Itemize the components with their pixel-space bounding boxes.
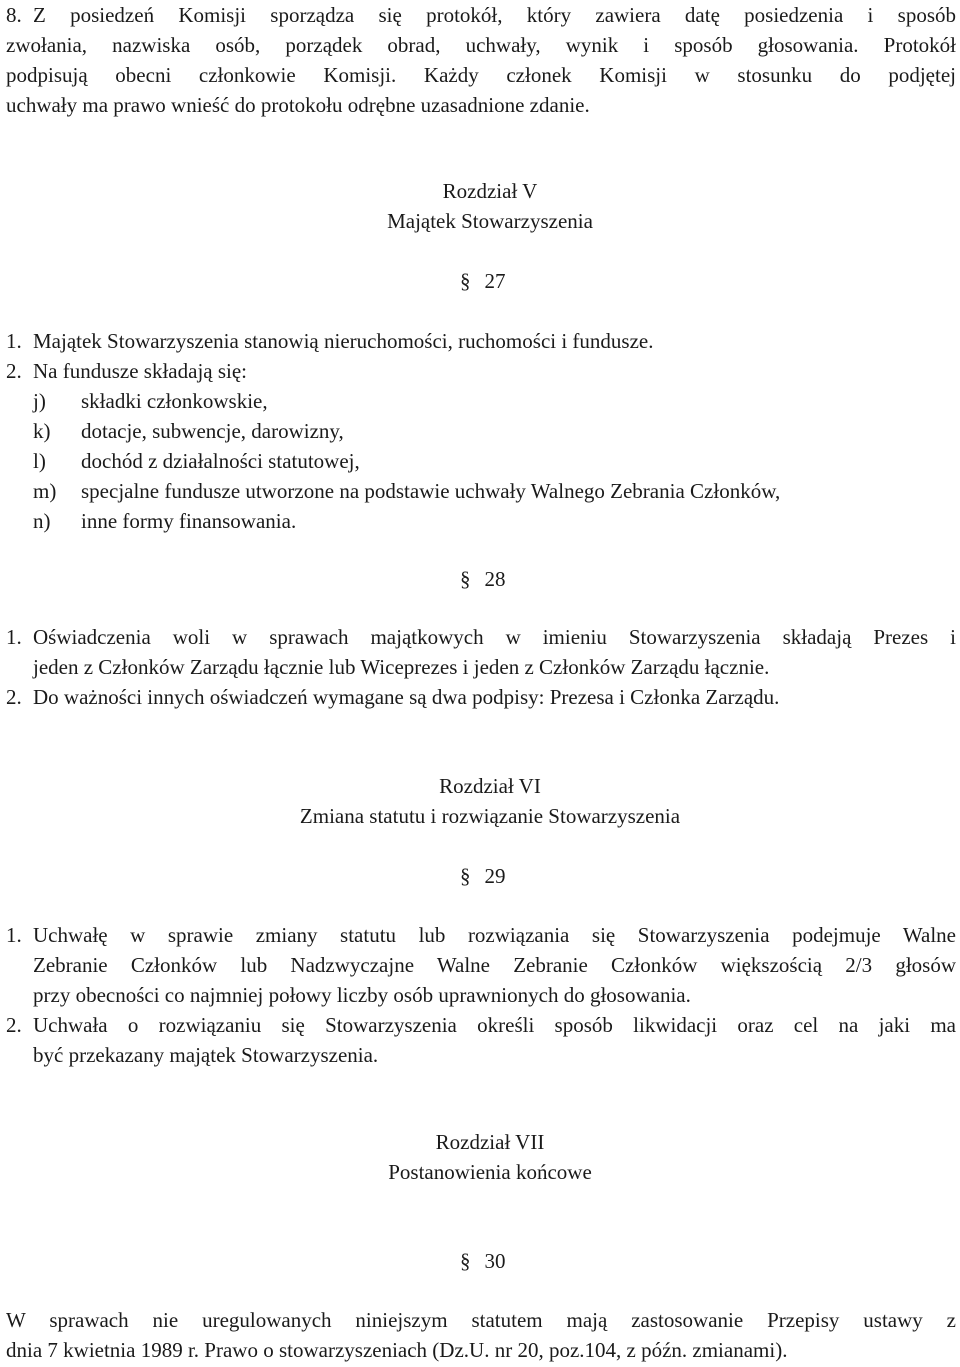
chapter-7-title: Postanowienia końcowe bbox=[388, 1160, 592, 1184]
sec28-point-1-line-1 bbox=[6, 622, 956, 652]
chapter-6-title: Zmiana statutu i rozwiązanie Stowarzyszenia bbox=[299, 804, 681, 828]
list-item-label: l) bbox=[33, 449, 46, 473]
sec28-point-2 bbox=[6, 682, 779, 712]
chapter-5-heading: Rozdział V bbox=[442, 179, 538, 203]
section-28-heading bbox=[460, 564, 506, 594]
chapter-5-title: Majątek Stowarzyszenia bbox=[387, 209, 593, 233]
sec29-point-2-line-2: być przekazany majątek Stowarzyszenia. bbox=[33, 1043, 379, 1067]
point-number: 1. bbox=[6, 329, 22, 353]
list-item-text: dochód z działalności statutowej, bbox=[81, 449, 360, 473]
list-item-text: dotacje, subwencje, darowizny, bbox=[81, 419, 344, 443]
list-item-label: k) bbox=[33, 419, 51, 443]
sec28-point-1-line-2: jeden z Członków Zarządu łącznie lub Wiceprezes i jeden z Członków Zarządu łącznie. bbox=[33, 655, 770, 679]
point-text: Oświadczenia woli w sprawach majątkowych w imieniu Stowarzyszenia składają Prezes i bbox=[33, 625, 956, 649]
section-sign: § bbox=[460, 567, 471, 591]
point-text: Na fundusze składają się: bbox=[33, 359, 248, 383]
point-number: 2. bbox=[6, 1013, 22, 1037]
list-item-label: m) bbox=[33, 479, 57, 503]
section-27-heading bbox=[460, 266, 506, 296]
list-item bbox=[33, 476, 780, 506]
section-number: 28 bbox=[484, 567, 506, 591]
point-number: 2. bbox=[6, 685, 22, 709]
list-item bbox=[33, 446, 360, 476]
point-text: Uchwałę w sprawie zmiany statutu lub rozwiązania się Stowarzyszenia podejmuje Walne bbox=[33, 923, 956, 947]
point-text: Do ważności innych oświadczeń wymagane są dwa podpisy: Prezesa i Członka Zarządu. bbox=[33, 685, 780, 709]
sec29-point-2-line-1 bbox=[6, 1010, 956, 1040]
chapter-7-heading: Rozdział VII bbox=[435, 1130, 545, 1154]
sec30-line-2: dnia 7 kwietnia 1989 r. Prawo o stowarzyszeniach (Dz.U. nr 20, poz.104, z późn. zmianami). bbox=[6, 1338, 788, 1362]
list-item bbox=[33, 506, 296, 536]
sec27-point-2 bbox=[6, 356, 247, 386]
section-29-heading bbox=[460, 861, 506, 891]
section-30-heading bbox=[460, 1246, 506, 1276]
sec29-point-1-line-1 bbox=[6, 920, 956, 950]
list-item-label: n) bbox=[33, 509, 51, 533]
list-item-text: inne formy finansowania. bbox=[81, 509, 297, 533]
point-text: Uchwała o rozwiązaniu się Stowarzyszenia określi sposób likwidacji oraz cel na jaki ma bbox=[33, 1013, 956, 1037]
section-sign: § bbox=[460, 1249, 471, 1273]
sec30-line-1: W sprawach nie uregulowanych niniejszym statutem mają zastosowanie Przepisy ustawy z bbox=[6, 1308, 956, 1332]
para8-line-4: uchwały ma prawo wnieść do protokołu odrębne uzasadnione zdanie. bbox=[6, 93, 590, 117]
section-number: 29 bbox=[484, 864, 506, 888]
para8-text-1: Z posiedzeń Komisji sporządza się protokół, który zawiera datę posiedzenia i sposób bbox=[33, 3, 956, 27]
list-item-text: specjalne fundusze utworzone na podstawie uchwały Walnego Zebrania Członków, bbox=[81, 479, 781, 503]
list-item-text: składki członkowskie, bbox=[81, 389, 268, 413]
section-sign: § bbox=[460, 269, 471, 293]
para8-line-2: zwołania, nazwiska osób, porządek obrad, uchwały, wynik i sposób głosowania. Protokół bbox=[6, 33, 956, 57]
para8-line-1 bbox=[6, 0, 956, 30]
para8-line-3: podpisują obecni członkowie Komisji. Każdy członek Komisji w stosunku do podjętej bbox=[6, 63, 956, 87]
list-item-label: j) bbox=[33, 389, 46, 413]
section-sign: § bbox=[460, 864, 471, 888]
point-number: 1. bbox=[6, 625, 22, 649]
para8-number: 8. bbox=[6, 3, 22, 27]
sec29-point-1-line-3: przy obecności co najmniej połowy liczby osób uprawnionych do głosowania. bbox=[33, 983, 691, 1007]
point-number: 2. bbox=[6, 359, 22, 383]
sec27-point-1 bbox=[6, 326, 653, 356]
list-item bbox=[33, 416, 344, 446]
point-number: 1. bbox=[6, 923, 22, 947]
section-number: 30 bbox=[484, 1249, 506, 1273]
section-number: 27 bbox=[484, 269, 506, 293]
point-text: Majątek Stowarzyszenia stanowią nieruchomości, ruchomości i fundusze. bbox=[33, 329, 654, 353]
sec29-point-1-line-2: Zebranie Członków lub Nadzwyczajne Walne Zebranie Członków większością 2/3 głosów bbox=[33, 953, 956, 977]
list-item bbox=[33, 386, 268, 416]
chapter-6-heading: Rozdział VI bbox=[439, 774, 541, 798]
